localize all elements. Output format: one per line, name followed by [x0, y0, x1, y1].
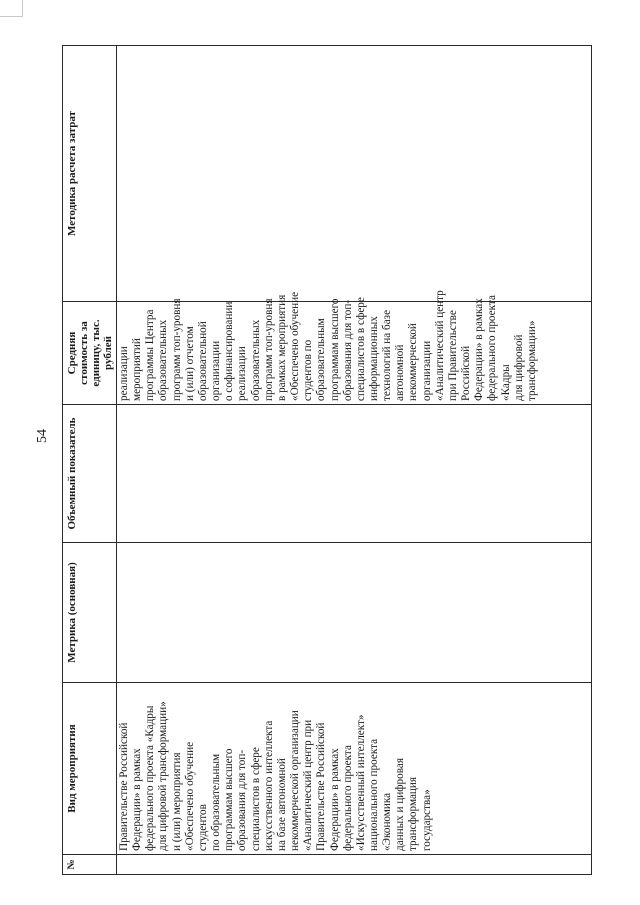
event-type-line: некоммерческой организации [289, 710, 302, 851]
event-type-line: специалистов в сфере [249, 747, 262, 851]
header-num: № [63, 855, 117, 875]
event-type-line: на базе автономной [275, 758, 288, 851]
event-type-line: Правительстве Российской [315, 722, 328, 851]
event-type-line: по образовательным [210, 753, 223, 851]
avg-cost-line: и (или) отчетом [183, 326, 196, 401]
event-type-line: и (или) мероприятия [170, 752, 183, 851]
event-type-line: федерального проекта [341, 745, 354, 851]
avg-cost-line: «Аналитический центр [433, 290, 446, 401]
event-type-line: программам высшего [223, 748, 236, 851]
scan-corner-mark [0, 0, 23, 17]
avg-cost-line: образовательных [157, 319, 170, 401]
cell-metric [117, 543, 592, 683]
avg-cost-line: информационных [367, 316, 380, 401]
event-type-line: данных и цифровая [394, 758, 407, 851]
event-type-line: Федерации» в рамках [328, 748, 341, 851]
avg-cost-line: автономной [394, 344, 407, 401]
avg-cost-line: Федерации» в рамках [473, 298, 486, 401]
avg-cost-line: организации [210, 340, 223, 401]
avg-cost-line: образовательным [315, 318, 328, 401]
event-type-line: «Экономика [381, 792, 394, 851]
header-volume-indicator: Объемный показатель [63, 405, 117, 543]
avg-cost-line: программ топ-уровня [262, 298, 275, 401]
avg-cost-line: некоммерческой [407, 323, 420, 401]
event-type-line: «Аналитический центр при [302, 719, 315, 851]
avg-cost-line: при Правительстве [446, 310, 459, 401]
event-type-line: Федерации» в рамках [131, 748, 144, 851]
avg-cost-line: программам высшего [328, 298, 341, 401]
avg-cost-line: реализации [118, 346, 130, 401]
header-avg-cost: Средняя стоимость за единицу, тыс. рублей [63, 302, 117, 405]
header-method: Методика расчета затрат [63, 46, 117, 302]
event-type-text [117, 683, 434, 854]
avg-cost-line: Российской [460, 345, 473, 401]
cell-method [117, 46, 592, 302]
avg-cost-line: реализации [236, 346, 249, 401]
event-type-line: искусственного интеллекта [262, 720, 275, 851]
event-type-line: национального проекта [367, 738, 380, 851]
avg-cost-line: образовательных [249, 319, 262, 401]
cell-event-type [117, 683, 592, 855]
event-type-line: образования для топ- [236, 749, 249, 851]
avg-cost-line: трансформации» [525, 320, 538, 401]
header-row [63, 46, 117, 875]
header-event-type: Вид мероприятия [63, 683, 117, 855]
header-metric: Метрика (основная) [63, 543, 117, 683]
avg-cost-line: «Обеспечено обучение [289, 291, 302, 401]
avg-cost-line: технологий на базе [381, 309, 394, 401]
avg-cost-line: федерального проекта [486, 295, 499, 401]
event-type-line: «Обеспечено обучение [183, 741, 196, 851]
event-type-line: трансформация [407, 776, 420, 851]
avg-cost-line: образования для топ- [341, 299, 354, 401]
cell-avg-cost [117, 290, 592, 405]
event-type-line: Правительстве Российской [118, 722, 130, 851]
avg-cost-text [117, 290, 539, 404]
event-type-line: государства» [420, 789, 433, 851]
cost-table [62, 45, 592, 875]
event-type-line: «Искусственный интеллект» [354, 714, 367, 851]
rotated-table-container [62, 46, 592, 875]
table-row [117, 46, 592, 875]
avg-cost-line: программ топ-уровня [170, 298, 183, 401]
event-type-line: для цифровой трансформации» [157, 701, 170, 851]
event-type-line: студентов [196, 804, 209, 851]
avg-cost-line: программы Центра [144, 309, 157, 401]
avg-cost-line: мероприятий [131, 338, 144, 401]
avg-cost-line: специалистов в сфере [354, 297, 367, 401]
avg-cost-line: для цифровой [512, 334, 525, 401]
avg-cost-line: о софинансировании [223, 301, 236, 401]
cell-num [117, 855, 592, 875]
avg-cost-line: образовательной [196, 321, 209, 401]
avg-cost-line: студентов по [302, 339, 315, 401]
cell-volume-indicator [117, 405, 592, 543]
avg-cost-line: организации [420, 340, 433, 401]
page-number: 54 [35, 429, 50, 443]
avg-cost-line: «Кадры [499, 364, 512, 401]
avg-cost-line: в рамках мероприятия [275, 294, 288, 401]
event-type-line: федерального проекта «Кадры [144, 705, 157, 851]
